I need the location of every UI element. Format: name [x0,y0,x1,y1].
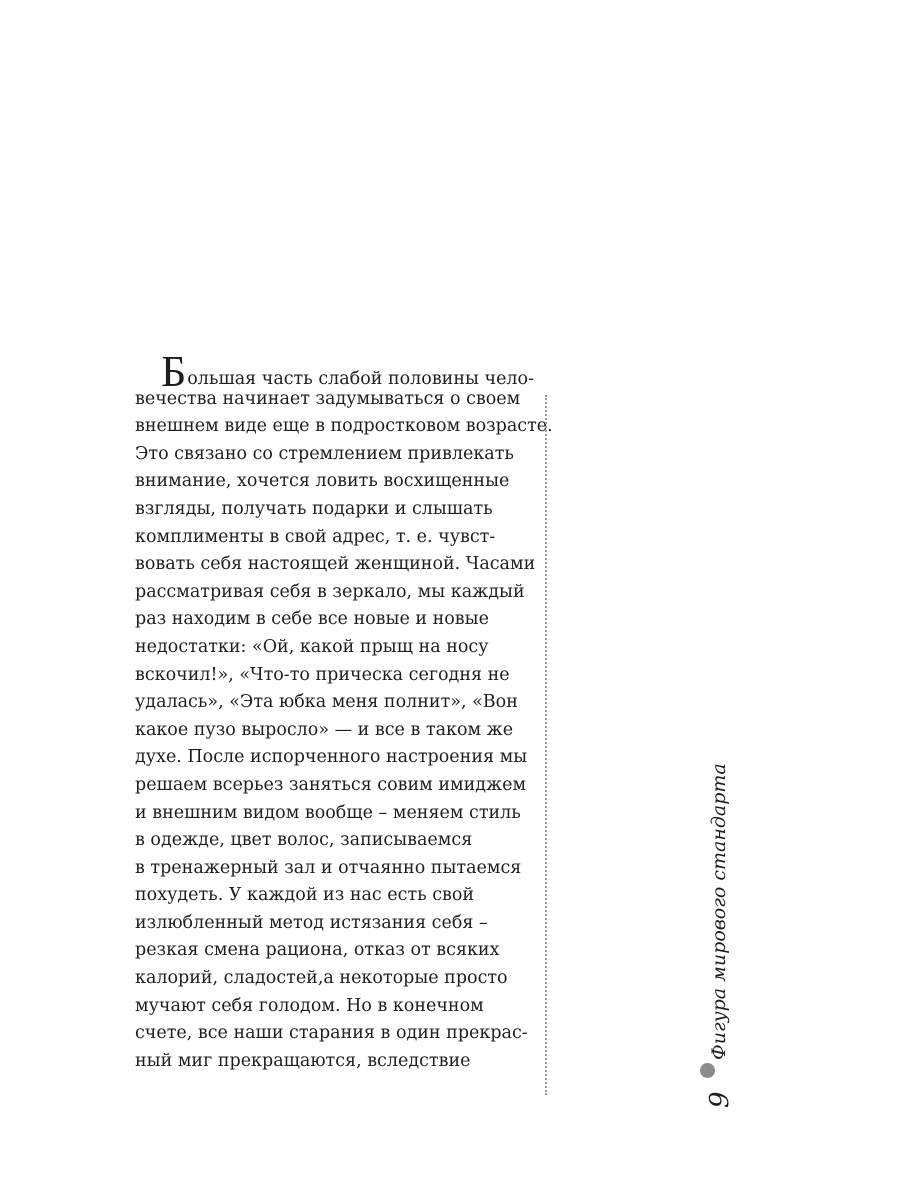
page-number: 9 [705,1091,735,1108]
text-line: удалась», «Эта юбка меня полнит», «Вон [135,692,518,713]
text-line: Это связано со стремлением привлекать [135,443,514,464]
text-line: излюбленный метод истязания себя – [135,912,488,933]
text-line: вскочил!», «Что-то прическа сегодня не [135,664,510,685]
text-line: ный миг прекращаются, вследствие [135,1050,471,1071]
text-line: рассматривая себя в зеркало, мы каждый [135,581,525,602]
dotted-divider [545,395,547,1095]
text-line: и внешним видом вообще – меняем стиль [135,802,521,823]
text-line: мучают себя голодом. Но в конечном [135,995,484,1016]
text-line: комплименты в свой адрес, т. е. чувст- [135,526,496,547]
body-paragraph [135,347,553,1075]
text-line: похудеть. У каждой из нас есть свой [135,885,475,906]
text-line: внимание, хочется ловить восхищенные [135,471,510,492]
text-line: резкая смена рациона, отказ от всяких [135,940,500,961]
text-line-first [135,347,534,396]
running-header: Фигура мирового стандарта [708,763,730,1060]
text-line: счете, все наши старания в один прекрас- [135,1023,528,1044]
text-line-first-rest: ольшая часть слабой половины чело- [187,369,534,389]
text-line: вечества начинает задумываться о своем [135,388,521,409]
text-line: какое пузо выросло» — и все в таком же [135,719,514,740]
bullet-dot-icon [700,1063,715,1078]
text-line: взгляды, получать подарки и слышать [135,498,493,519]
text-line: раз находим в себе все новые и новые [135,609,489,630]
text-line: калорий, сладостей,а некоторые просто [135,968,508,989]
drop-cap: Б [161,347,187,396]
text-line: внешнем виде еще в подростковом возрасте. [135,416,553,437]
text-line: решаем всерьез заняться совим имиджем [135,774,527,795]
text-line: в одежде, цвет волос, записываемся [135,830,473,851]
text-line: духе. После испорченного настроения мы [135,747,528,768]
text-line: недостатки: «Ой, какой прыщ на носу [135,636,489,657]
text-line: в тренажерный зал и отчаянно пытаемся [135,857,522,878]
text-line: вовать себя настоящей женщиной. Часами [135,554,536,575]
